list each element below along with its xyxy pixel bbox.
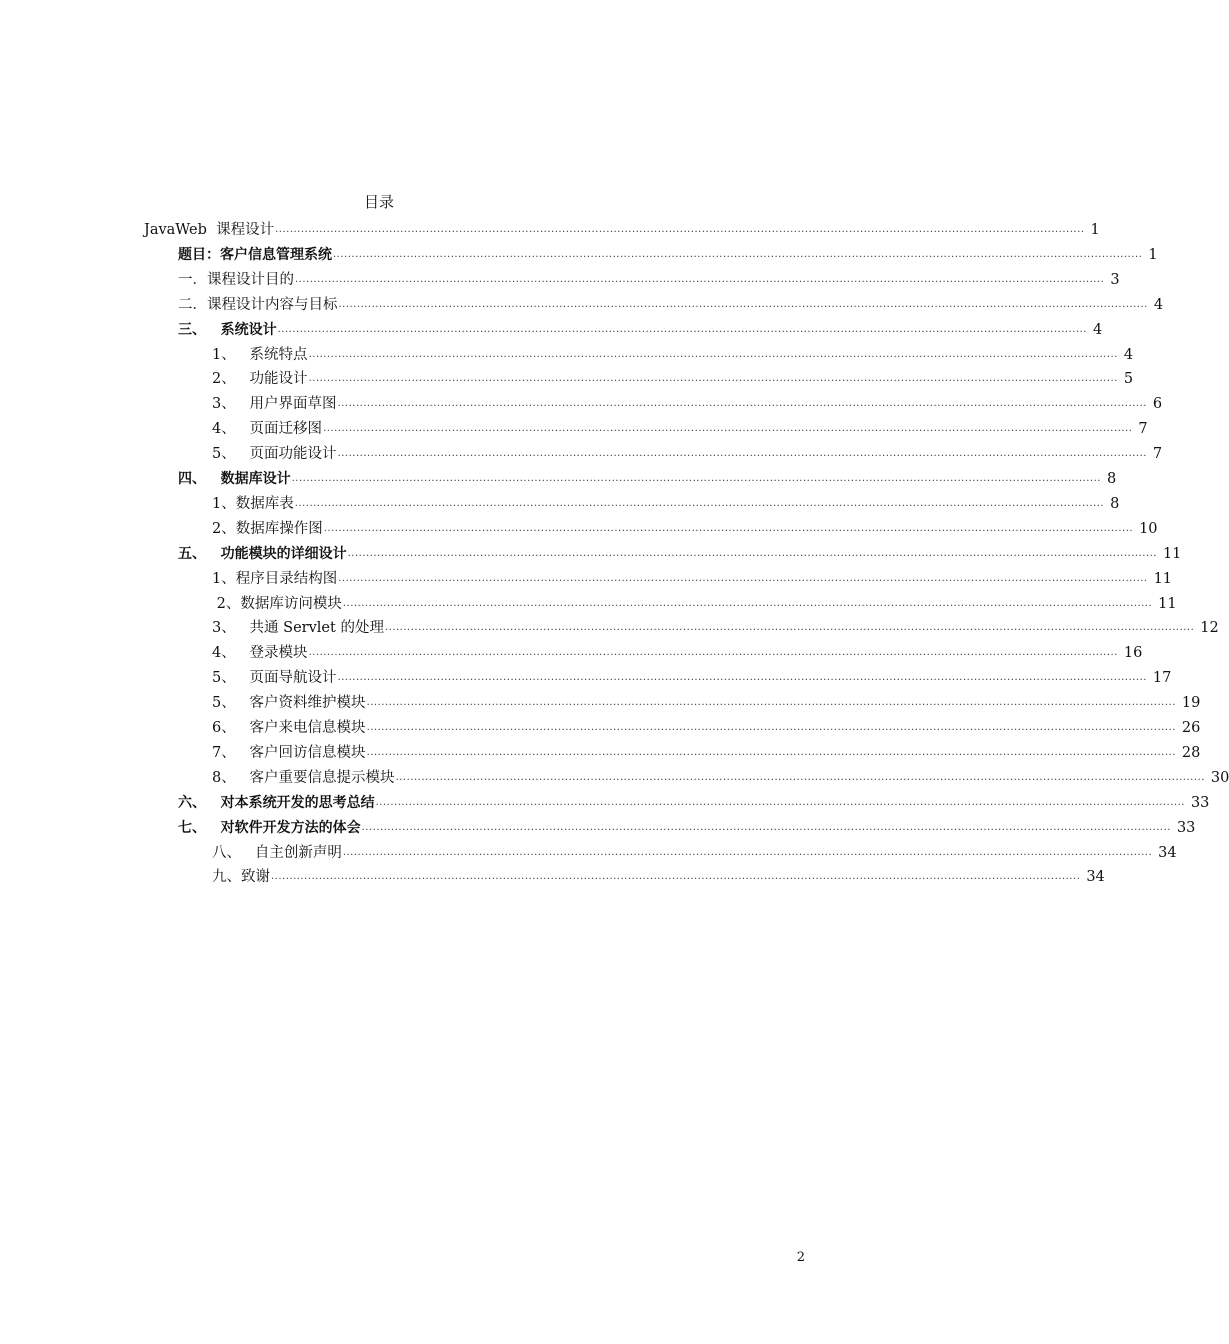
toc-entry-page-number: 34 [1086, 869, 1105, 886]
toc-entry-page-number: 7 [1138, 421, 1148, 438]
toc-entry[interactable] [212, 688, 1201, 713]
toc-entry-label: 四、 数据库设计 [178, 471, 291, 487]
toc-entry-page-number: 26 [1181, 720, 1201, 736]
toc-entry[interactable] [212, 613, 1219, 638]
toc-entry[interactable] [212, 389, 1163, 414]
toc-entry-label: 4、 登录模块 [212, 645, 308, 662]
toc-entry-label: 1、数据库表 [212, 495, 294, 512]
toc-entry-label: 3、 用户界面草图 [212, 396, 337, 413]
toc-leader-dots: ............................................................................................................................................................................................................................ [375, 796, 1185, 808]
toc-entry[interactable] [212, 763, 1229, 788]
toc-leader-dots: ............................................................................................................................................................................................................................ [277, 323, 1087, 335]
toc-leader-dots: ............................................................................................................................................................................................................................ [295, 273, 1105, 285]
toc-entry-page-number: 1 [1148, 246, 1158, 263]
toc-leader-dots: ............................................................................................................................................................................................................................ [291, 473, 1101, 484]
toc-entry[interactable] [178, 290, 1164, 315]
toc-leader-dots: ............................................................................................................................................................................................................................ [384, 622, 1195, 634]
toc-entry-label: 7、 客户回访信息模块 [212, 744, 366, 761]
toc-entry-page-number: 11 [1153, 570, 1173, 587]
toc-entry-page-number: 6 [1152, 396, 1163, 413]
toc-entry[interactable] [212, 414, 1148, 439]
toc-entry-label: 6、 客户来电信息模块 [212, 720, 366, 736]
toc-entry[interactable] [212, 838, 1177, 863]
toc-entry-page-number: 28 [1181, 744, 1201, 761]
toc-leader-dots: ............................................................................................................................................................................................................................ [347, 547, 1157, 559]
toc-entry-page-number: 16 [1123, 645, 1143, 662]
toc-entry[interactable] [212, 364, 1134, 389]
toc-entry[interactable] [212, 564, 1173, 589]
toc-entry[interactable] [212, 340, 1134, 365]
toc-entry[interactable] [212, 738, 1201, 763]
toc-entry-label: 3、 共通 Servlet 的处理 [212, 620, 384, 637]
toc-leader-dots: ............................................................................................................................................................................................................................ [338, 572, 1148, 584]
toc-entry-label: 1、 系统特点 [212, 346, 308, 363]
toc-leader-dots: ............................................................................................................................................................................................................................ [308, 647, 1118, 659]
toc-leader-dots: ............................................................................................................................................................................................................................ [275, 224, 1085, 235]
toc-entry-label: 一．课程设计目的 [178, 271, 294, 288]
toc-entry-page-number: 8 [1106, 471, 1117, 487]
toc-leader-dots: ............................................................................................................................................................................................................................ [361, 821, 1171, 833]
toc-entry-page-number: 17 [1152, 670, 1172, 687]
toc-entry-page-number: 33 [1176, 819, 1196, 836]
toc-entry-label: 5、 客户资料维护模块 [212, 695, 366, 712]
toc-entry-page-number: 4 [1123, 346, 1134, 363]
toc-leader-dots: ............................................................................................................................................................................................................................ [342, 846, 1153, 858]
toc-entry-label: 三、 系统设计 [178, 321, 277, 338]
toc-entry-page-number: 12 [1200, 620, 1219, 637]
toc-entry[interactable] [212, 663, 1172, 688]
toc-entry[interactable] [178, 315, 1103, 340]
toc-entry[interactable] [178, 813, 1196, 838]
toc-entry-page-number: 1 [1090, 222, 1100, 238]
toc-entry[interactable] [212, 514, 1158, 539]
toc-entry-label: 题目：客户信息管理系统 [178, 246, 332, 263]
toc-leader-dots: ............................................................................................................................................................................................................................ [294, 497, 1105, 509]
toc-entry-page-number: 19 [1181, 695, 1201, 712]
toc-entry-page-number: 10 [1139, 520, 1158, 537]
toc-entry[interactable] [212, 489, 1120, 514]
toc-leader-dots: ............................................................................................................................................................................................................................ [337, 672, 1147, 684]
toc-entry[interactable] [178, 240, 1158, 265]
toc-entry-page-number: 30 [1210, 769, 1229, 786]
toc-entry-label: 五、 功能模块的详细设计 [178, 545, 347, 562]
toc-leader-dots: ............................................................................................................................................................................................................................ [323, 423, 1133, 435]
toc-entry-page-number: 7 [1152, 446, 1163, 463]
toc-entry-label: 2、数据库操作图 [212, 520, 323, 537]
toc-leader-dots: ............................................................................................................................................................................................................................ [366, 722, 1176, 733]
toc-leader-dots: ............................................................................................................................................................................................................................ [271, 871, 1081, 883]
toc-entry-label: 1、程序目录结构图 [212, 570, 338, 587]
toc-entry-page-number: 3 [1110, 271, 1120, 288]
toc-entry[interactable] [212, 638, 1143, 663]
toc-entry-label: 5、 页面功能设计 [212, 446, 337, 463]
toc-entry-label: 4、 页面迁移图 [212, 421, 323, 438]
toc-entry[interactable] [178, 788, 1210, 813]
toc-entry-label: 六、 对本系统开发的思考总结 [178, 794, 375, 811]
toc-entry-label: 九、致谢 [212, 869, 270, 886]
toc-entry-label: 七、 对软件开发方法的体会 [178, 819, 361, 836]
toc-entry-label: 2、数据库访问模块 [212, 595, 342, 612]
toc-leader-dots: ............................................................................................................................................................................................................................ [337, 398, 1147, 410]
toc-entry[interactable] [212, 862, 1105, 887]
toc-title: 目录 [363, 193, 394, 211]
toc-entry-label: 2、 功能设计 [212, 371, 308, 388]
toc-leader-dots: ............................................................................................................................................................................................................................ [308, 373, 1118, 385]
toc-leader-dots: ............................................................................................................................................................................................................................ [395, 771, 1205, 783]
toc-entry[interactable] [212, 589, 1177, 614]
toc-entry-page-number: 11 [1158, 595, 1177, 612]
toc-entry-label: 5、 页面导航设计 [212, 670, 337, 687]
toc-entry-page-number: 33 [1190, 794, 1210, 811]
toc-leader-dots: ............................................................................................................................................................................................................................ [337, 448, 1147, 460]
toc-entry-page-number: 8 [1110, 495, 1120, 512]
toc-entry[interactable] [144, 215, 1100, 240]
toc-entry-page-number: 4 [1092, 321, 1103, 338]
toc-leader-dots: ............................................................................................................................................................................................................................ [323, 522, 1134, 534]
toc-entry[interactable] [212, 713, 1201, 738]
toc-leader-dots: ............................................................................................................................................................................................................................ [366, 697, 1176, 709]
toc-entry-label: 二．课程设计内容与目标 [178, 296, 338, 313]
toc-entry-page-number: 4 [1153, 296, 1164, 313]
toc-leader-dots: ............................................................................................................................................................................................................................ [308, 348, 1118, 360]
toc-leader-dots: ............................................................................................................................................................................................................................ [366, 746, 1176, 758]
toc-entry-label: 8、 客户重要信息提示模块 [212, 769, 395, 786]
toc-entry-page-number: 34 [1158, 844, 1177, 861]
toc-entry-page-number: 11 [1162, 545, 1182, 562]
toc-entry[interactable] [178, 464, 1117, 489]
toc-entry[interactable] [212, 439, 1163, 464]
toc-entry[interactable] [178, 265, 1120, 290]
toc-leader-dots: ............................................................................................................................................................................................................................ [333, 248, 1143, 260]
toc-leader-dots: ............................................................................................................................................................................................................................ [342, 597, 1153, 609]
page-number: 2 [796, 1250, 805, 1265]
toc-leader-dots: ............................................................................................................................................................................................................................ [338, 298, 1148, 310]
toc-entry-page-number: 5 [1123, 371, 1134, 388]
toc-entry-label: 八、 自主创新声明 [212, 844, 342, 861]
toc-entry-label: JavaWeb 课程设计 [144, 222, 275, 238]
toc-entry[interactable] [178, 539, 1182, 564]
